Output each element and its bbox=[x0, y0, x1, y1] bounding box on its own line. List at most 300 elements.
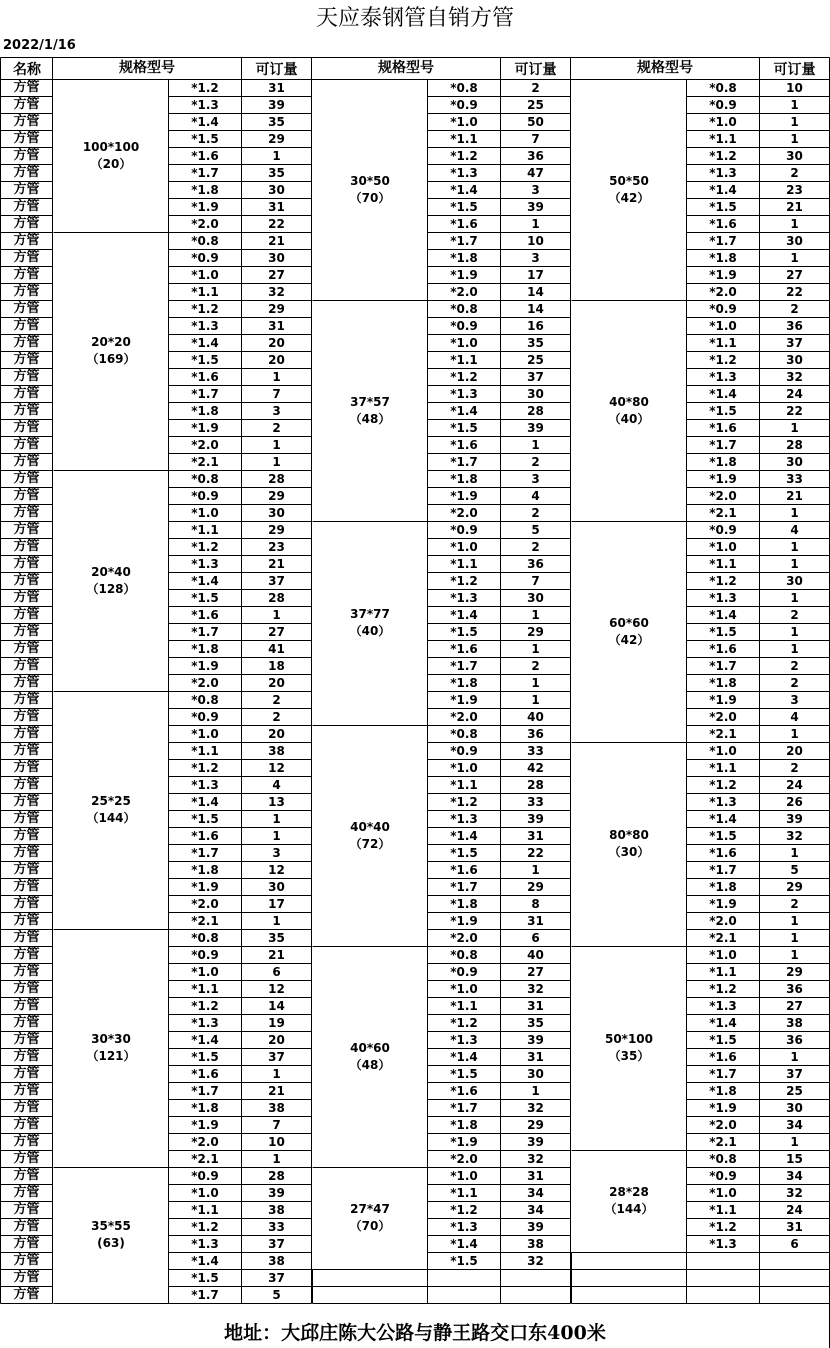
thickness-cell: *1.0 bbox=[709, 115, 737, 129]
thickness-cell: *1.6 bbox=[191, 608, 219, 622]
product-name-cell: 方管 bbox=[13, 335, 40, 350]
thickness-cell: *1.2 bbox=[450, 795, 478, 809]
spec-total-count: （144） bbox=[86, 811, 136, 825]
thickness-cell: *2.1 bbox=[709, 727, 737, 741]
thickness-cell: *1.1 bbox=[191, 285, 219, 299]
thickness-cell: *1.5 bbox=[450, 1254, 478, 1268]
report-date: 2022/1/16 bbox=[3, 38, 76, 53]
quantity-cell: 39 bbox=[527, 200, 544, 214]
thickness-cell: *1.4 bbox=[450, 608, 478, 622]
product-name-cell: 方管 bbox=[13, 981, 40, 996]
quantity-cell: 1 bbox=[272, 455, 281, 469]
spec-group bbox=[54, 1167, 168, 1303]
quantity-cell: 2 bbox=[272, 693, 281, 707]
quantity-cell: 20 bbox=[268, 727, 285, 741]
thickness-cell: *2.0 bbox=[191, 217, 219, 231]
thickness-cell: *1.3 bbox=[709, 999, 737, 1013]
thickness-cell: *2.1 bbox=[709, 931, 737, 945]
spec-group bbox=[54, 232, 168, 470]
quantity-cell: 1 bbox=[790, 421, 799, 435]
thickness-cell: *2.0 bbox=[450, 1152, 478, 1166]
product-name-cell: 方管 bbox=[13, 216, 40, 231]
thickness-cell: *1.0 bbox=[709, 319, 737, 333]
thickness-cell: *1.5 bbox=[709, 404, 737, 418]
thickness-cell: *1.5 bbox=[709, 200, 737, 214]
thickness-cell: *1.5 bbox=[191, 812, 219, 826]
thickness-cell: *1.3 bbox=[709, 166, 737, 180]
product-name-cell: 方管 bbox=[13, 1202, 40, 1217]
product-name-cell: 方管 bbox=[13, 743, 40, 758]
quantity-cell: 31 bbox=[527, 1050, 544, 1064]
thickness-cell: *1.3 bbox=[450, 1033, 478, 1047]
product-name-cell: 方管 bbox=[13, 1287, 40, 1302]
spec-total-count: （72） bbox=[349, 836, 391, 851]
thickness-cell: *0.9 bbox=[450, 965, 478, 979]
thickness-cell: *0.9 bbox=[191, 710, 219, 724]
quantity-cell: 32 bbox=[786, 370, 803, 384]
thickness-cell: *1.3 bbox=[450, 1220, 478, 1234]
quantity-cell: 39 bbox=[527, 1033, 544, 1047]
quantity-cell: 36 bbox=[786, 319, 803, 333]
quantity-cell: 1 bbox=[531, 438, 540, 452]
quantity-cell: 21 bbox=[786, 489, 803, 503]
thickness-cell: *0.8 bbox=[450, 727, 478, 741]
thickness-cell: *1.2 bbox=[450, 1016, 478, 1030]
thickness-cell: *1.7 bbox=[709, 438, 737, 452]
thickness-cell: *1.8 bbox=[709, 1084, 737, 1098]
quantity-cell: 1 bbox=[272, 370, 281, 384]
thickness-cell: *1.9 bbox=[450, 914, 478, 928]
quantity-cell: 1 bbox=[272, 149, 281, 163]
thickness-cell: *0.9 bbox=[450, 523, 478, 537]
quantity-cell: 30 bbox=[268, 251, 285, 265]
quantity-cell: 1 bbox=[531, 863, 540, 877]
product-name-cell: 方管 bbox=[13, 624, 40, 639]
thickness-cell: *1.2 bbox=[191, 81, 219, 95]
quantity-cell: 35 bbox=[268, 115, 285, 129]
thickness-cell: *2.0 bbox=[709, 285, 737, 299]
quantity-cell: 1 bbox=[790, 98, 799, 112]
thickness-cell: *1.0 bbox=[450, 1169, 478, 1183]
product-name-cell: 方管 bbox=[13, 318, 40, 333]
spec-total-count: （20） bbox=[90, 156, 132, 171]
thickness-cell: *1.0 bbox=[709, 744, 737, 758]
thickness-cell: *1.8 bbox=[709, 251, 737, 265]
quantity-cell: 36 bbox=[527, 149, 544, 163]
thickness-cell: *1.1 bbox=[450, 778, 478, 792]
quantity-cell: 35 bbox=[527, 336, 544, 350]
product-name-cell: 方管 bbox=[13, 284, 40, 299]
product-name-cell: 方管 bbox=[13, 1185, 40, 1200]
spec-group bbox=[572, 1150, 686, 1252]
product-name-cell: 方管 bbox=[13, 913, 40, 928]
quantity-cell: 1 bbox=[272, 812, 281, 826]
quantity-cell: 23 bbox=[786, 183, 803, 197]
quantity-cell: 30 bbox=[527, 591, 544, 605]
spec-total-count: （42） bbox=[608, 190, 650, 205]
thickness-cell: *1.6 bbox=[191, 149, 219, 163]
quantity-cell: 33 bbox=[268, 1220, 285, 1234]
thickness-cell: *1.3 bbox=[191, 1016, 219, 1030]
thickness-cell: *1.6 bbox=[709, 642, 737, 656]
thickness-cell: *1.0 bbox=[709, 948, 737, 962]
thickness-cell: *1.8 bbox=[191, 642, 219, 656]
thickness-cell: *0.8 bbox=[191, 693, 219, 707]
quantity-cell: 28 bbox=[786, 438, 803, 452]
spec-group bbox=[313, 521, 427, 725]
quantity-cell: 25 bbox=[527, 98, 544, 112]
thickness-cell: *1.0 bbox=[450, 336, 478, 350]
thickness-cell: *1.2 bbox=[709, 778, 737, 792]
product-name-cell: 方管 bbox=[13, 114, 40, 129]
quantity-cell: 1 bbox=[790, 1050, 799, 1064]
quantity-cell: 32 bbox=[786, 1186, 803, 1200]
quantity-cell: 29 bbox=[268, 132, 285, 146]
thickness-cell: *1.2 bbox=[191, 1220, 219, 1234]
quantity-cell: 32 bbox=[527, 1152, 544, 1166]
header-qty-2: 可订量 bbox=[514, 62, 557, 78]
quantity-cell: 33 bbox=[786, 472, 803, 486]
thickness-cell: *1.9 bbox=[709, 472, 737, 486]
spec-total-count: （42） bbox=[608, 632, 650, 647]
thickness-cell: *0.8 bbox=[450, 81, 478, 95]
spec-group bbox=[54, 470, 168, 691]
quantity-cell: 1 bbox=[790, 540, 799, 554]
quantity-cell: 7 bbox=[531, 574, 540, 588]
spec-size: 27*47 bbox=[350, 1202, 390, 1216]
spec-size: 25*25 bbox=[91, 794, 131, 808]
thickness-cell: *1.4 bbox=[709, 183, 737, 197]
header-name: 名称 bbox=[13, 62, 41, 78]
quantity-cell: 24 bbox=[786, 778, 803, 792]
thickness-cell: *1.1 bbox=[450, 557, 478, 571]
quantity-cell: 19 bbox=[268, 1016, 285, 1030]
quantity-cell: 3 bbox=[272, 846, 281, 860]
thickness-cell: *1.3 bbox=[191, 98, 219, 112]
thickness-cell: *1.5 bbox=[191, 132, 219, 146]
thickness-cell: *1.9 bbox=[709, 693, 737, 707]
product-name-cell: 方管 bbox=[13, 998, 40, 1013]
quantity-cell: 35 bbox=[527, 1016, 544, 1030]
thickness-cell: *1.9 bbox=[191, 659, 219, 673]
thickness-cell: *1.6 bbox=[450, 217, 478, 231]
product-name-cell: 方管 bbox=[13, 896, 40, 911]
quantity-cell: 31 bbox=[527, 999, 544, 1013]
thickness-cell: *1.0 bbox=[450, 761, 478, 775]
quantity-cell: 6 bbox=[790, 1237, 799, 1251]
thickness-cell: *1.5 bbox=[450, 1067, 478, 1081]
quantity-cell: 22 bbox=[786, 404, 803, 418]
thickness-cell: *1.7 bbox=[709, 1067, 737, 1081]
thickness-cell: *1.2 bbox=[450, 574, 478, 588]
spec-size: 37*77 bbox=[350, 607, 390, 621]
quantity-cell: 29 bbox=[268, 523, 285, 537]
thickness-cell: *1.5 bbox=[450, 421, 478, 435]
thickness-cell: *0.9 bbox=[709, 302, 737, 316]
quantity-cell: 30 bbox=[786, 574, 803, 588]
product-name-cell: 方管 bbox=[13, 539, 40, 554]
quantity-cell: 4 bbox=[790, 710, 799, 724]
quantity-cell: 20 bbox=[268, 1033, 285, 1047]
quantity-cell: 2 bbox=[272, 710, 281, 724]
quantity-cell: 1 bbox=[272, 829, 281, 843]
thickness-cell: *1.3 bbox=[709, 370, 737, 384]
thickness-cell: *1.5 bbox=[191, 353, 219, 367]
product-name-cell: 方管 bbox=[13, 403, 40, 418]
quantity-cell: 6 bbox=[272, 965, 281, 979]
spec-group bbox=[313, 946, 427, 1167]
product-name-cell: 方管 bbox=[13, 1083, 40, 1098]
thickness-cell: *1.3 bbox=[709, 591, 737, 605]
quantity-cell: 38 bbox=[268, 1101, 285, 1115]
spec-group bbox=[572, 742, 686, 946]
quantity-cell: 29 bbox=[786, 965, 803, 979]
quantity-cell: 1 bbox=[272, 914, 281, 928]
spec-size: 20*40 bbox=[91, 564, 131, 579]
spec-size: 40*60 bbox=[350, 1040, 390, 1055]
quantity-cell: 20 bbox=[268, 353, 285, 367]
quantity-cell: 22 bbox=[268, 217, 285, 231]
quantity-cell: 28 bbox=[268, 472, 285, 486]
product-name-cell: 方管 bbox=[13, 675, 40, 690]
thickness-cell: *1.1 bbox=[191, 1203, 219, 1217]
spec-group bbox=[313, 1167, 427, 1269]
thickness-cell: *0.9 bbox=[191, 1169, 219, 1183]
quantity-cell: 2 bbox=[790, 676, 799, 690]
quantity-cell: 37 bbox=[786, 1067, 803, 1081]
quantity-cell: 29 bbox=[268, 302, 285, 316]
thickness-cell: *1.2 bbox=[450, 370, 478, 384]
quantity-cell: 3 bbox=[531, 251, 540, 265]
thickness-cell: *1.4 bbox=[450, 1237, 478, 1251]
quantity-cell: 27 bbox=[786, 999, 803, 1013]
quantity-cell: 34 bbox=[786, 1169, 803, 1183]
header-spec-3: 规格型号 bbox=[637, 60, 693, 76]
thickness-cell: *1.5 bbox=[191, 1271, 219, 1285]
thickness-cell: *1.4 bbox=[450, 404, 478, 418]
quantity-cell: 38 bbox=[786, 1016, 803, 1030]
spec-group bbox=[572, 79, 686, 300]
quantity-cell: 50 bbox=[527, 115, 544, 129]
quantity-cell: 5 bbox=[272, 1288, 281, 1302]
thickness-cell: *1.4 bbox=[191, 115, 219, 129]
quantity-cell: 39 bbox=[268, 98, 285, 112]
product-name-cell: 方管 bbox=[13, 505, 40, 520]
product-name-cell: 方管 bbox=[13, 182, 40, 197]
quantity-cell: 7 bbox=[531, 132, 540, 146]
quantity-cell: 30 bbox=[268, 183, 285, 197]
quantity-cell: 42 bbox=[527, 761, 544, 775]
quantity-cell: 37 bbox=[786, 336, 803, 350]
thickness-cell: *1.0 bbox=[191, 506, 219, 520]
product-name-cell: 方管 bbox=[13, 386, 40, 401]
product-name-cell: 方管 bbox=[13, 845, 40, 860]
quantity-cell: 34 bbox=[527, 1203, 544, 1217]
thickness-cell: *1.1 bbox=[450, 1186, 478, 1200]
thickness-cell: *1.7 bbox=[191, 1288, 219, 1302]
quantity-cell: 1 bbox=[790, 948, 799, 962]
product-name-cell: 方管 bbox=[13, 1219, 40, 1234]
thickness-cell: *1.8 bbox=[709, 880, 737, 894]
product-name-cell: 方管 bbox=[13, 590, 40, 605]
quantity-cell: 1 bbox=[531, 642, 540, 656]
thickness-cell: *1.9 bbox=[709, 1101, 737, 1115]
quantity-cell: 15 bbox=[786, 1152, 803, 1166]
thickness-cell: *2.0 bbox=[450, 506, 478, 520]
thickness-cell: *1.1 bbox=[450, 999, 478, 1013]
thickness-cell: *1.4 bbox=[709, 608, 737, 622]
quantity-cell: 34 bbox=[786, 1118, 803, 1132]
product-name-cell: 方管 bbox=[13, 488, 40, 503]
thickness-cell: *0.9 bbox=[450, 98, 478, 112]
quantity-cell: 13 bbox=[268, 795, 285, 809]
thickness-cell: *0.8 bbox=[709, 81, 737, 95]
quantity-cell: 27 bbox=[527, 965, 544, 979]
thickness-cell: *1.7 bbox=[450, 1101, 478, 1115]
product-name-cell: 方管 bbox=[13, 930, 40, 945]
spec-size: 40*80 bbox=[609, 394, 649, 409]
thickness-cell: *1.3 bbox=[191, 319, 219, 333]
thickness-cell: *2.1 bbox=[709, 506, 737, 520]
spec-total-count: （48） bbox=[349, 411, 391, 426]
spec-total-count: （121） bbox=[86, 1049, 136, 1063]
thickness-cell: *1.9 bbox=[450, 693, 478, 707]
thickness-cell: *1.7 bbox=[709, 659, 737, 673]
product-name-cell: 方管 bbox=[13, 811, 40, 826]
quantity-cell: 31 bbox=[268, 200, 285, 214]
thickness-cell: *1.0 bbox=[709, 1186, 737, 1200]
product-name-cell: 方管 bbox=[13, 420, 40, 435]
quantity-cell: 12 bbox=[268, 982, 285, 996]
product-name-cell: 方管 bbox=[13, 437, 40, 452]
quantity-cell: 17 bbox=[527, 268, 544, 282]
quantity-cell: 22 bbox=[786, 285, 803, 299]
quantity-cell: 5 bbox=[531, 523, 540, 537]
thickness-cell: *1.7 bbox=[191, 387, 219, 401]
quantity-cell: 1 bbox=[790, 115, 799, 129]
thickness-cell: *0.8 bbox=[450, 302, 478, 316]
header-spec-1: 规格型号 bbox=[119, 60, 175, 76]
quantity-cell: 37 bbox=[268, 1050, 285, 1064]
product-name-cell: 方管 bbox=[13, 1117, 40, 1132]
product-name-cell: 方管 bbox=[13, 250, 40, 265]
quantity-cell: 14 bbox=[527, 302, 544, 316]
product-name-cell: 方管 bbox=[13, 777, 40, 792]
quantity-cell: 1 bbox=[790, 132, 799, 146]
product-name-cell: 方管 bbox=[13, 1015, 40, 1030]
quantity-cell: 1 bbox=[531, 693, 540, 707]
thickness-cell: *1.6 bbox=[191, 829, 219, 843]
spec-total-count: （30） bbox=[608, 845, 650, 859]
address-footer: 地址：大邱庄陈大公路与静王路交口东400米 bbox=[224, 1322, 606, 1344]
quantity-cell: 8 bbox=[531, 897, 540, 911]
thickness-cell: *2.0 bbox=[450, 710, 478, 724]
quantity-cell: 1 bbox=[272, 608, 281, 622]
quantity-cell: 2 bbox=[790, 166, 799, 180]
quantity-cell: 2 bbox=[531, 455, 540, 469]
product-name-cell: 方管 bbox=[13, 97, 40, 112]
thickness-cell: *0.8 bbox=[191, 472, 219, 486]
quantity-cell: 39 bbox=[786, 812, 803, 826]
thickness-cell: *1.1 bbox=[709, 336, 737, 350]
quantity-cell: 29 bbox=[527, 880, 544, 894]
spec-total-count: （40） bbox=[608, 411, 650, 426]
spec-total-count: （70） bbox=[349, 1219, 391, 1233]
thickness-cell: *1.4 bbox=[191, 336, 219, 350]
product-name-cell: 方管 bbox=[13, 1253, 40, 1268]
quantity-cell: 1 bbox=[531, 217, 540, 231]
spec-size: 35*55 bbox=[91, 1219, 131, 1233]
spec-group bbox=[54, 79, 168, 232]
thickness-cell: *2.0 bbox=[709, 914, 737, 928]
quantity-cell: 25 bbox=[786, 1084, 803, 1098]
quantity-cell: 39 bbox=[527, 421, 544, 435]
thickness-cell: *1.1 bbox=[709, 1203, 737, 1217]
quantity-cell: 33 bbox=[527, 744, 544, 758]
quantity-cell: 20 bbox=[268, 676, 285, 690]
quantity-cell: 21 bbox=[268, 948, 285, 962]
product-name-cell: 方管 bbox=[13, 1151, 40, 1166]
quantity-cell: 10 bbox=[786, 81, 803, 95]
quantity-cell: 17 bbox=[268, 897, 285, 911]
product-name-cell: 方管 bbox=[13, 1236, 40, 1251]
quantity-cell: 32 bbox=[527, 1254, 544, 1268]
spec-group bbox=[572, 521, 686, 742]
thickness-cell: *1.2 bbox=[709, 574, 737, 588]
quantity-cell: 21 bbox=[268, 557, 285, 571]
quantity-cell: 36 bbox=[527, 727, 544, 741]
quantity-cell: 30 bbox=[527, 1067, 544, 1081]
thickness-cell: *0.9 bbox=[709, 98, 737, 112]
quantity-cell: 14 bbox=[268, 999, 285, 1013]
product-name-cell: 方管 bbox=[13, 454, 40, 469]
spec-total-count: （169） bbox=[86, 352, 136, 366]
quantity-cell: 7 bbox=[272, 387, 281, 401]
quantity-cell: 18 bbox=[268, 659, 285, 673]
quantity-cell: 27 bbox=[268, 268, 285, 282]
thickness-cell: *1.0 bbox=[191, 268, 219, 282]
product-name-cell: 方管 bbox=[13, 879, 40, 894]
thickness-cell: *1.3 bbox=[191, 557, 219, 571]
thickness-cell: *1.5 bbox=[709, 1033, 737, 1047]
quantity-cell: 1 bbox=[790, 642, 799, 656]
product-name-cell: 方管 bbox=[13, 573, 40, 588]
spec-size: 30*50 bbox=[350, 173, 390, 188]
thickness-cell: *1.5 bbox=[709, 625, 737, 639]
quantity-cell: 31 bbox=[786, 1220, 803, 1234]
quantity-cell: 31 bbox=[527, 1169, 544, 1183]
thickness-cell: *1.8 bbox=[191, 404, 219, 418]
thickness-cell: *1.7 bbox=[450, 455, 478, 469]
thickness-cell: *1.6 bbox=[709, 217, 737, 231]
thickness-cell: *1.6 bbox=[191, 370, 219, 384]
quantity-cell: 37 bbox=[268, 574, 285, 588]
spec-group bbox=[313, 725, 427, 946]
quantity-cell: 36 bbox=[786, 1033, 803, 1047]
quantity-cell: 39 bbox=[268, 1186, 285, 1200]
product-name-cell: 方管 bbox=[13, 709, 40, 724]
thickness-cell: *1.8 bbox=[450, 897, 478, 911]
quantity-cell: 37 bbox=[268, 1237, 285, 1251]
thickness-cell: *1.0 bbox=[191, 1186, 219, 1200]
thickness-cell: *1.0 bbox=[709, 540, 737, 554]
quantity-cell: 10 bbox=[527, 234, 544, 248]
thickness-cell: *2.1 bbox=[191, 914, 219, 928]
quantity-cell: 2 bbox=[790, 761, 799, 775]
header-qty-1: 可订量 bbox=[255, 62, 298, 78]
thickness-cell: *0.9 bbox=[450, 319, 478, 333]
thickness-cell: *1.9 bbox=[450, 489, 478, 503]
